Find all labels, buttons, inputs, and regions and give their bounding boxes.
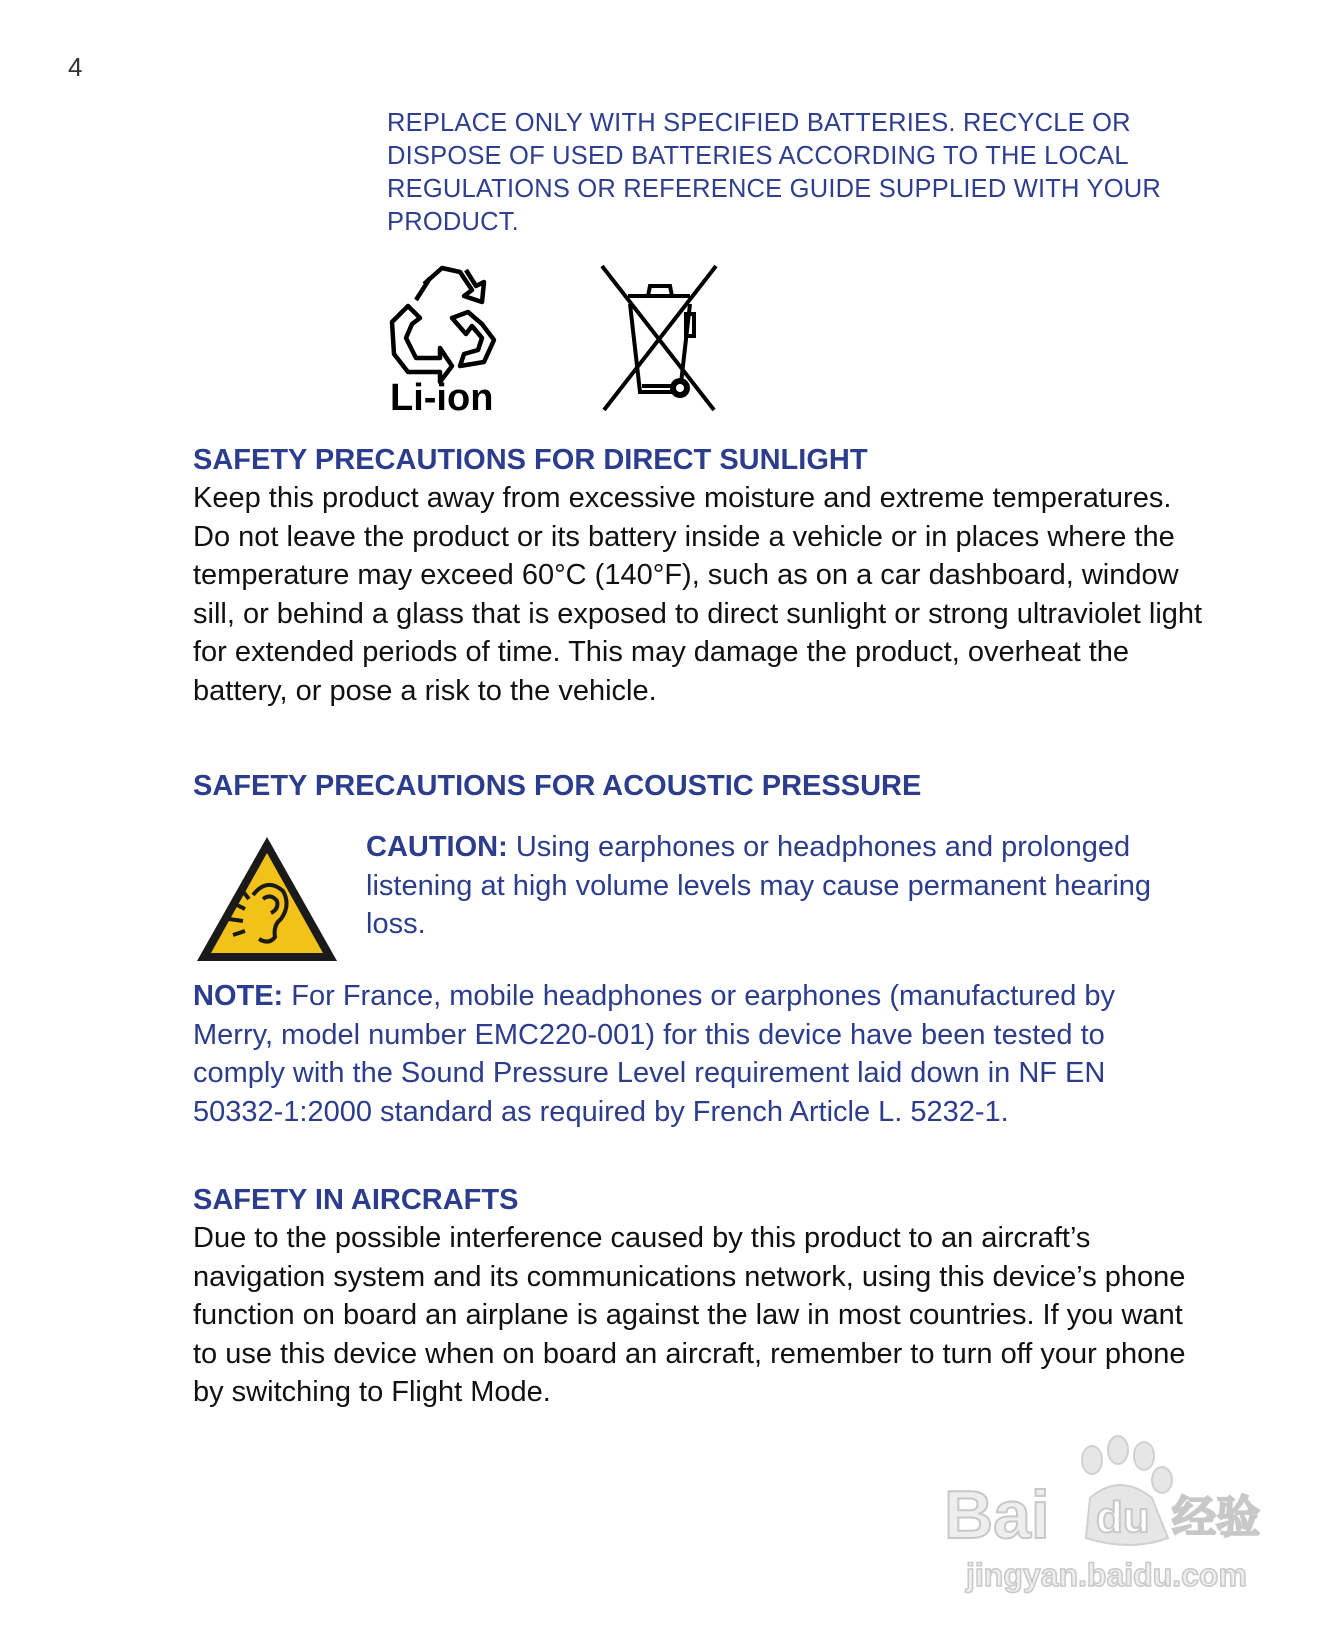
note-text: For France, mobile headphones or earphones (manufactured by Merry, model number EMC220-001) for this device have been tested to comply with the Sound Pressure Level requirement laid down in NF EN 50332-1:2000 standard as required by French Article L. 5232-1. — [193, 980, 1116, 1128]
watermark-url: jingyan.baidu.com — [966, 1557, 1247, 1593]
hearing-warning-icon — [193, 833, 341, 967]
sunlight-body: Keep this product away from excessive moisture and extreme temperatures. Do not leave the product or its battery inside a vehicle or in places where the temperature may exceed 60°C (140°F), such as on a car dashboard, window sill, or behind a glass that is exposed to direct sunlight or strong ultraviolet light for extended periods of time. This may damage the product, overheat the battery, or pose a risk to the vehicle. — [193, 482, 1203, 707]
caution-text: Using earphones or headphones and prolonged listening at high volume levels may cause permanent hearing loss. — [366, 831, 1152, 940]
li-ion-recycle-icon — [386, 262, 501, 414]
baidu-watermark — [940, 1428, 1270, 1598]
watermark-brand-right: du — [1096, 1493, 1150, 1542]
aircraft-body: Due to the possible interference caused by this product to an aircraft’s navigation system and its communications network, using this device’s phone function on board an airplane is against the law in most countries. If you want to use this device when on board an aircraft, remember to turn off your phone by switching to Flight Mode. — [193, 1222, 1186, 1408]
caution-label: CAUTION: — [366, 831, 508, 863]
note-block — [193, 977, 1203, 1131]
page-number: 4 — [68, 52, 83, 82]
watermark-brand-left: Bai — [944, 1477, 1050, 1553]
sunlight-heading: SAFETY PRECAUTIONS FOR DIRECT SUNLIGHT — [193, 444, 868, 476]
acoustic-heading: SAFETY PRECAUTIONS FOR ACOUSTIC PRESSURE — [193, 770, 922, 802]
li-ion-label: Li-ion — [390, 377, 494, 414]
caution-block — [366, 828, 1186, 944]
sunlight-section — [193, 441, 1203, 710]
aircraft-section — [193, 1181, 1203, 1412]
battery-warning-text: REPLACE ONLY WITH SPECIFIED BATTERIES. RECYCLE OR DISPOSE OF USED BATTERIES ACCORDING TO THE LOCAL REGULATIONS OR REFERENCE GUIDE SUPPLIED WITH YOUR PRODUCT. — [387, 109, 1161, 236]
acoustic-section — [193, 767, 1203, 805]
aircraft-heading: SAFETY IN AIRCRAFTS — [193, 1184, 519, 1216]
crossed-out-wheelie-bin-icon — [598, 262, 720, 414]
watermark-brand-cn: 经验 — [1172, 1492, 1260, 1543]
note-label: NOTE: — [193, 980, 284, 1012]
